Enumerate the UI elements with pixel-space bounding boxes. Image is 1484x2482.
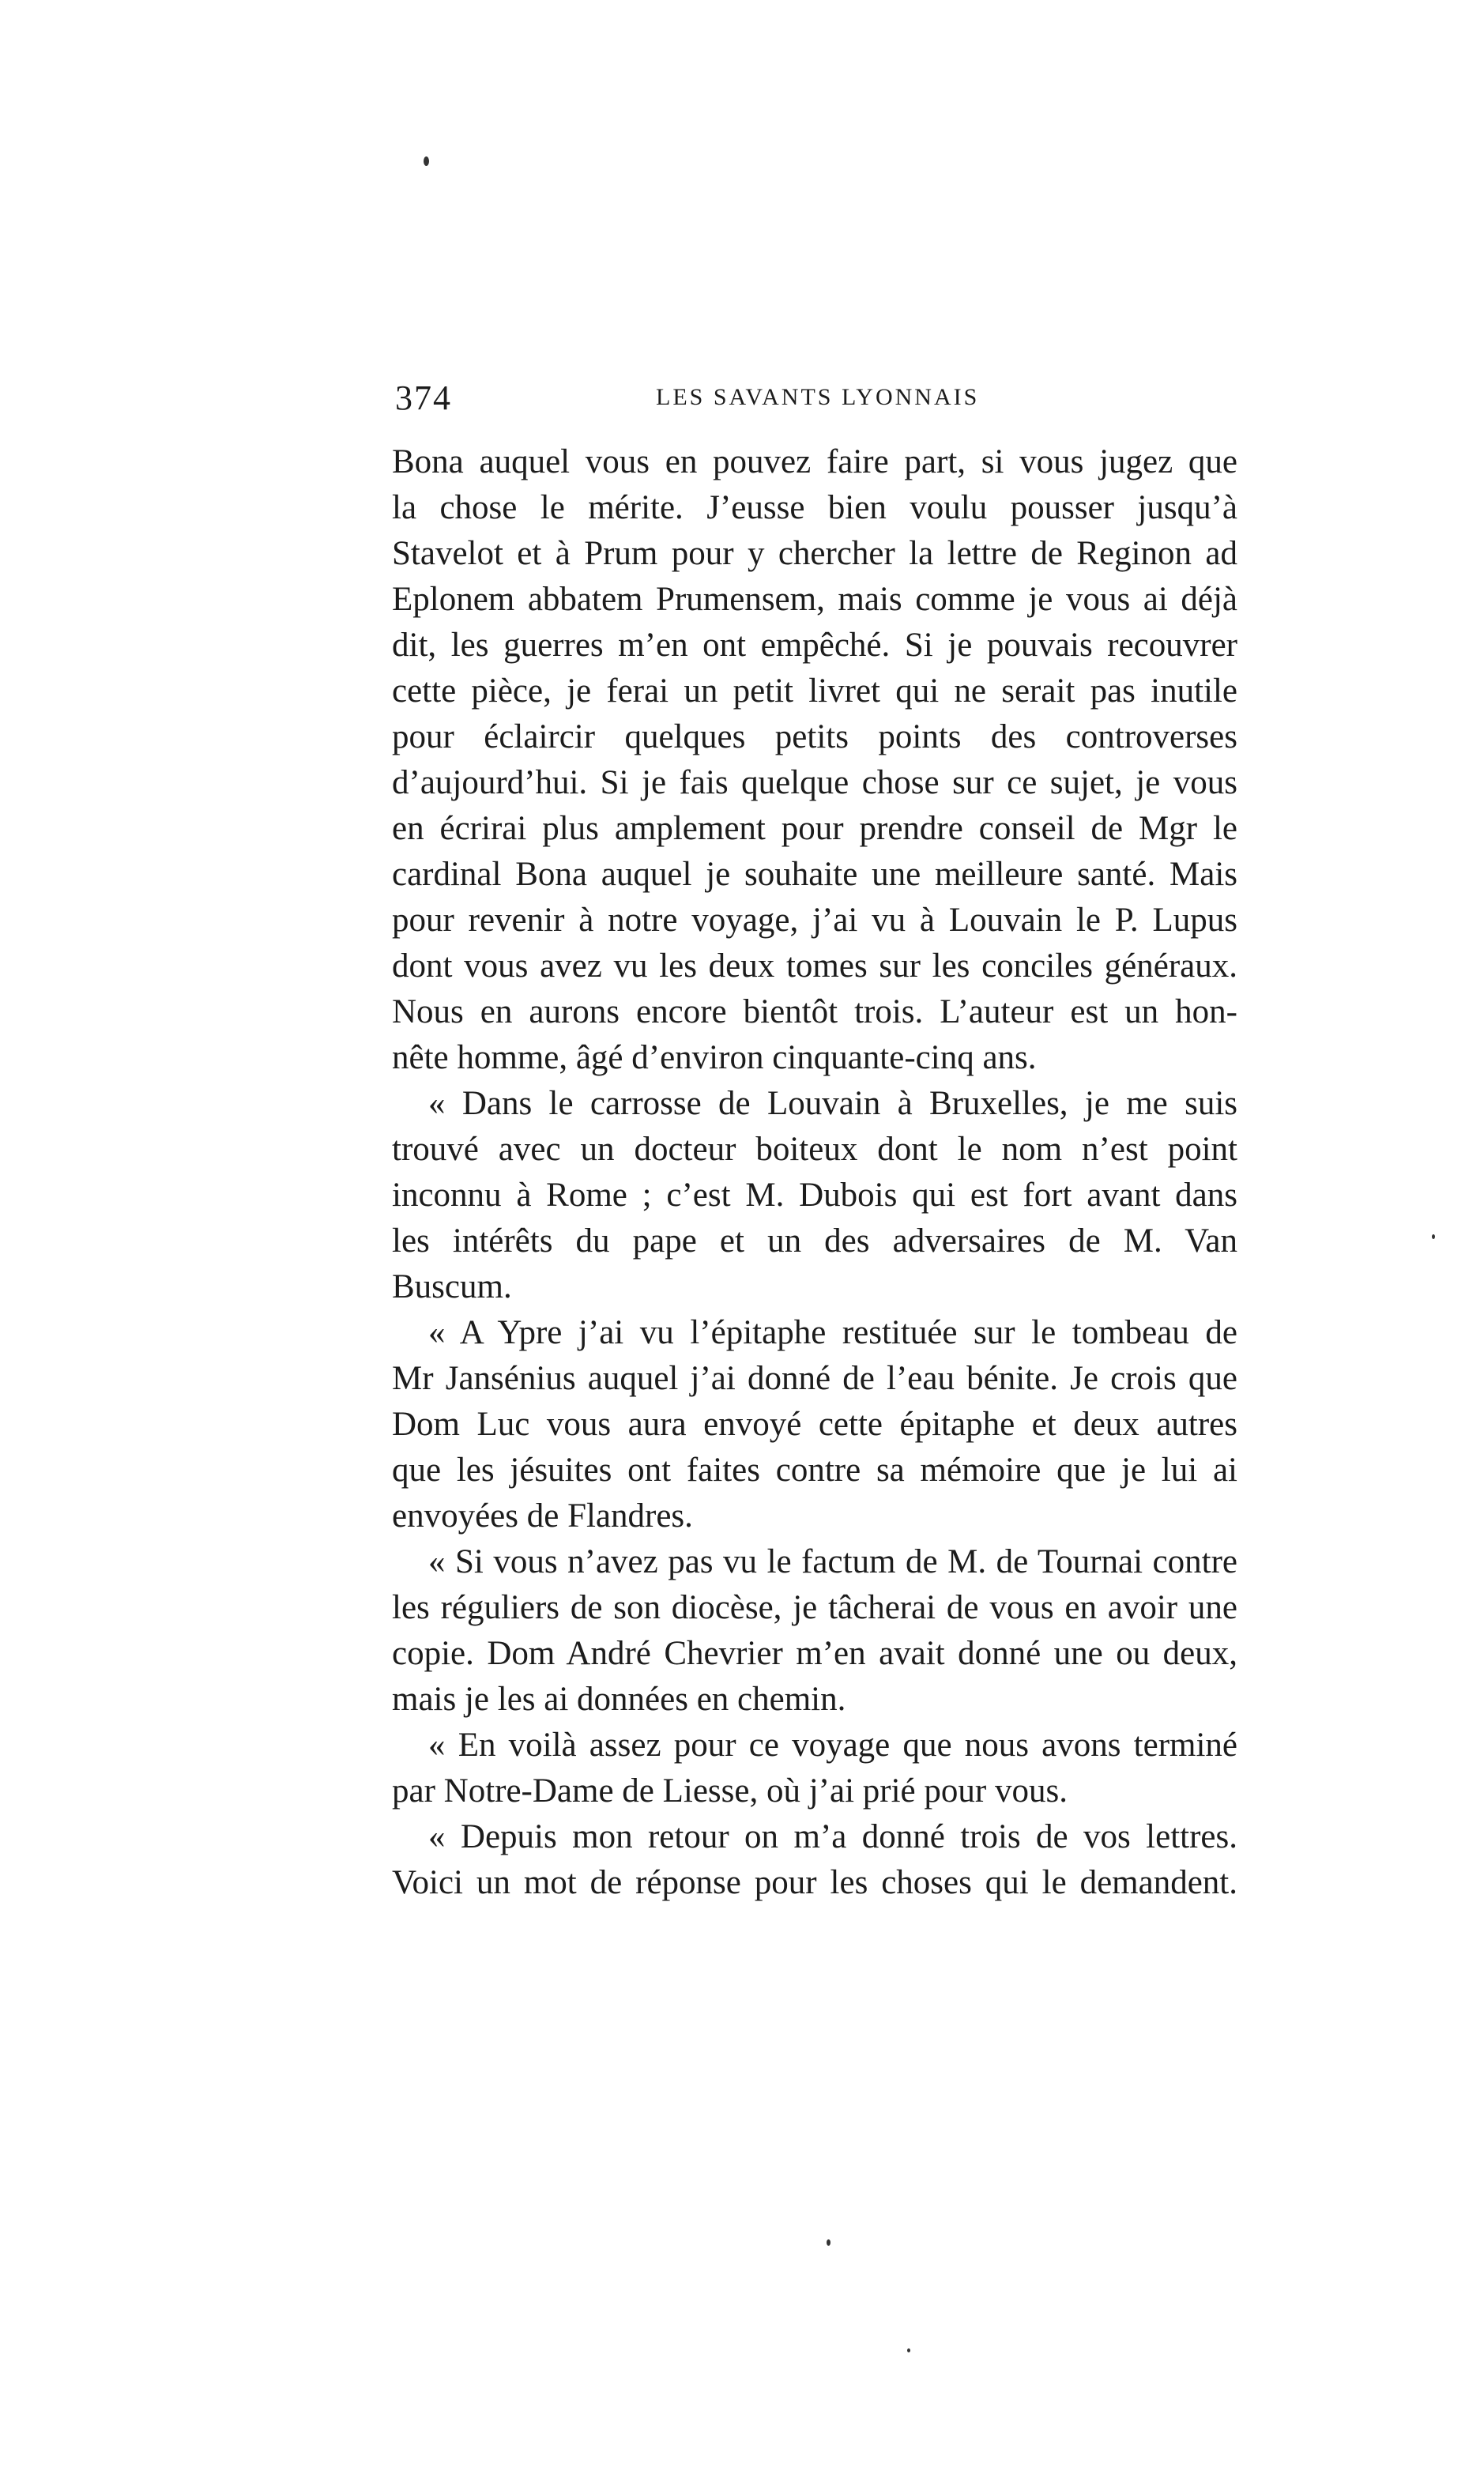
- text-line: « A Ypre j’ai vu l’épitaphe restituée sur le tombeau de: [428, 1314, 1237, 1351]
- text-line: Stavelot et à Prum pour y chercher la lettre de Reginon ad: [392, 535, 1237, 572]
- text-line: Dom Luc vous aura envoyé cette épitaphe et deux autres: [392, 1406, 1237, 1443]
- text-line: d’aujourd’hui. Si je fais quelque chose sur ce sujet, je vous: [392, 764, 1237, 801]
- text-line: Mr Jansénius auquel j’ai donné de l’eau bénite. Je crois que: [392, 1360, 1237, 1397]
- text-line: les réguliers de son diocèse, je tâcherai de vous en avoir une: [392, 1589, 1237, 1626]
- text-line: « Dans le carrosse de Louvain à Bruxelles, je me suis: [428, 1085, 1237, 1122]
- text-line: cette pièce, je ferai un petit livret qui ne serait pas inutile: [392, 672, 1237, 710]
- text-line: Eplonem abbatem Prumensem, mais comme je vous ai déjà: [392, 581, 1237, 618]
- text-line: « Depuis mon retour on m’a donné trois de vos lettres.: [428, 1818, 1237, 1855]
- text-line: cardinal Bona auquel je souhaite une meilleure santé. Mais: [392, 856, 1237, 893]
- text-line: envoyées de Flandres.: [392, 1497, 693, 1535]
- text-line: que les jésuites ont faites contre sa mémoire que je lui ai: [392, 1452, 1237, 1489]
- text-line: Voici un mot de réponse pour les choses qui le demandent.: [392, 1864, 1237, 1901]
- scan-speck: [1432, 1234, 1435, 1239]
- text-line: dont vous avez vu les deux tomes sur les conciles généraux.: [392, 947, 1237, 985]
- scan-speck: [907, 2348, 910, 2352]
- scan-speck: [827, 2239, 831, 2246]
- body-text: [392, 439, 1237, 1906]
- page-header: [395, 378, 1217, 425]
- text-line: pour éclaircir quelques petits points des controverses: [392, 718, 1237, 755]
- scan-speck: [424, 156, 429, 166]
- text-line: par Notre-Dame de Liesse, où j’ai prié pour vous.: [392, 1772, 1068, 1810]
- text-line: Nous en aurons encore bientôt trois. L’auteur est un hon-: [392, 993, 1237, 1030]
- text-line: inconnu à Rome ; c’est M. Dubois qui est fort avant dans: [392, 1177, 1237, 1214]
- text-line: les intérêts du pape et un des adversaires de M. Van: [392, 1222, 1237, 1260]
- text-line: en écrirai plus amplement pour prendre conseil de Mgr le: [392, 810, 1237, 847]
- running-title: LES SAVANTS LYONNAIS: [656, 384, 980, 410]
- text-line: trouvé avec un docteur boiteux dont le nom n’est point: [392, 1131, 1237, 1168]
- text-line: mais je les ai données en chemin.: [392, 1681, 846, 1718]
- text-line: « En voilà assez pour ce voyage que nous avons terminé: [428, 1727, 1237, 1764]
- text-line: la chose le mérite. J’eusse bien voulu pousser jusqu’à: [392, 489, 1237, 526]
- text-line: Buscum.: [392, 1268, 512, 1305]
- text-line: copie. Dom André Chevrier m’en avait donné une ou deux,: [392, 1635, 1237, 1672]
- page-number: 374: [395, 379, 452, 417]
- text-line: Bona auquel vous en pouvez faire part, si vous jugez que: [392, 443, 1237, 480]
- text-line: pour revenir à notre voyage, j’ai vu à Louvain le P. Lupus: [392, 902, 1237, 939]
- text-line: « Si vous n’avez pas vu le factum de M. de Tournai contre: [428, 1543, 1237, 1580]
- text-line: dit, les guerres m’en ont empêché. Si je pouvais recouvrer: [392, 627, 1237, 664]
- text-line: nête homme, âgé d’environ cinquante-cinq ans.: [392, 1039, 1037, 1076]
